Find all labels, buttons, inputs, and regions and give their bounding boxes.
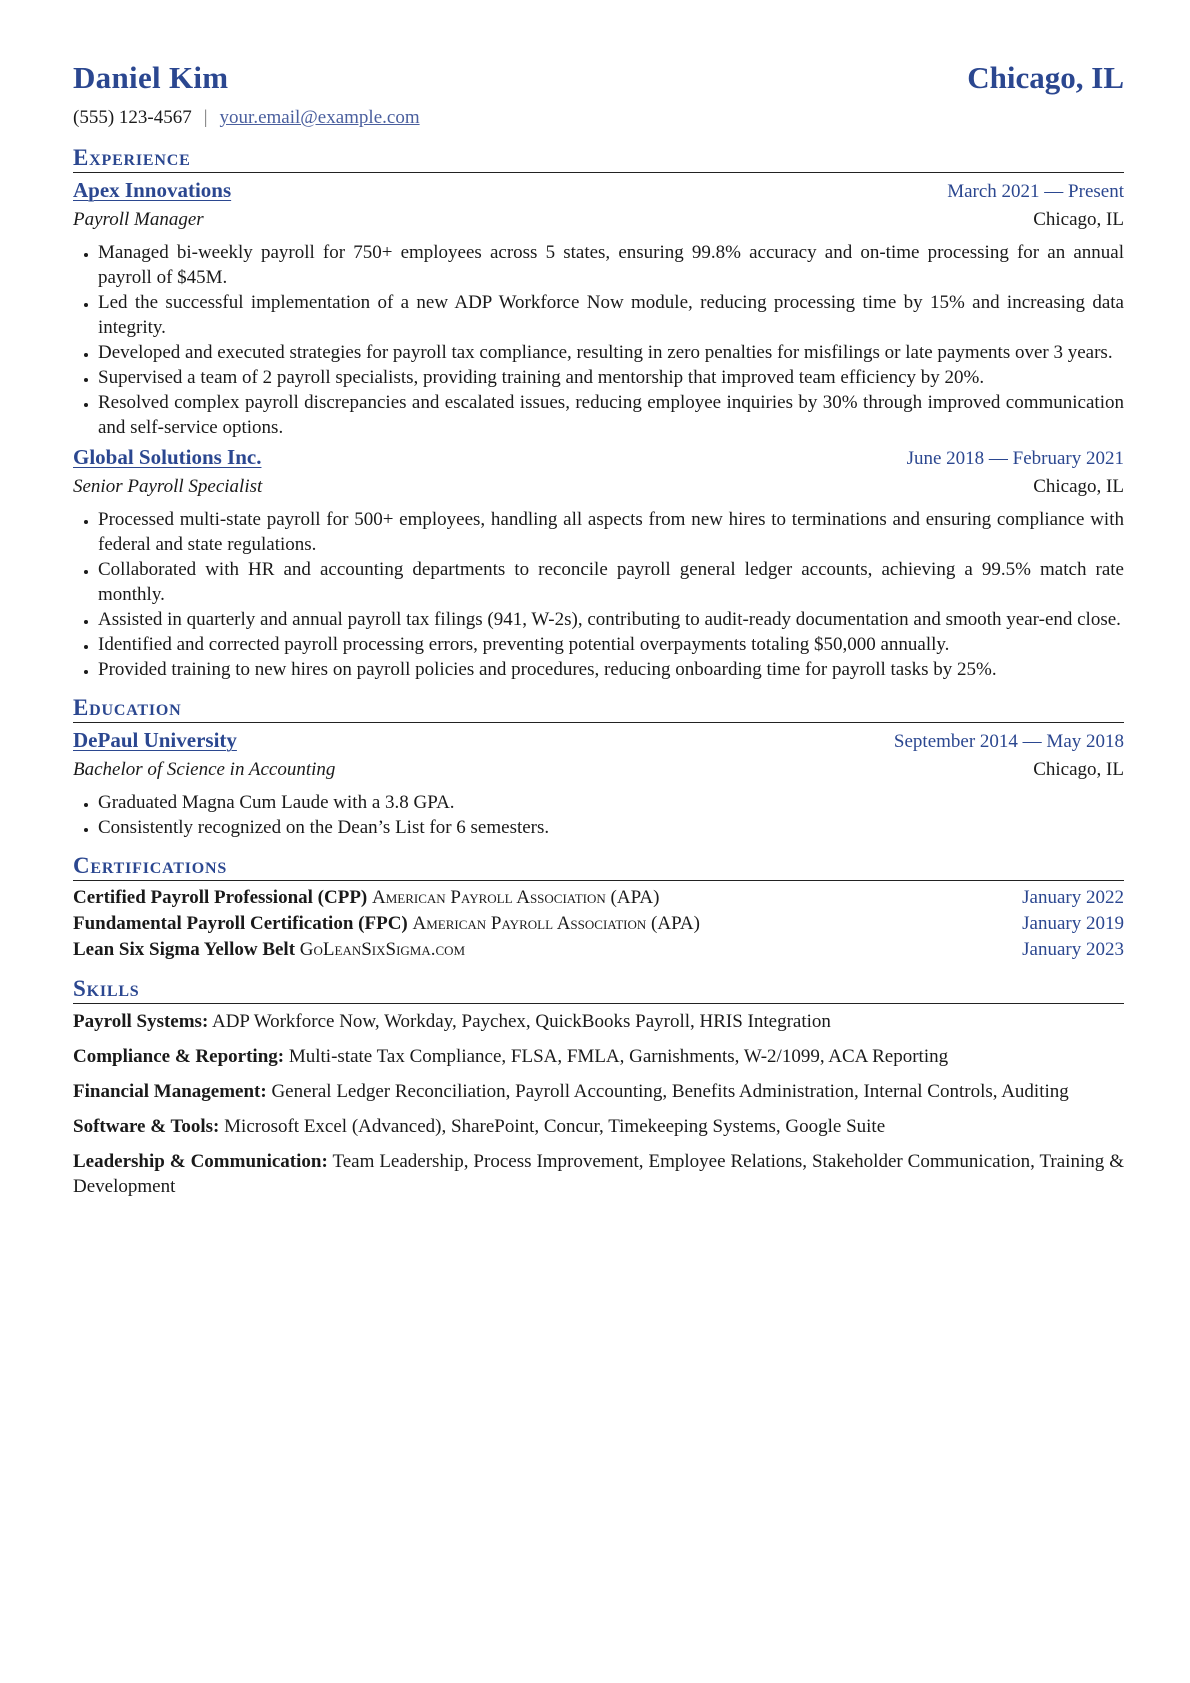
contact-separator: | bbox=[203, 107, 208, 128]
skill-category: Software & Tools: bbox=[73, 1116, 220, 1137]
bullet-item: • Developed and executed strategies for payroll tax compliance, resulting in zero penalties for misfilings or late payments over 3 years. bbox=[98, 340, 1124, 365]
candidate-name: Daniel Kim bbox=[73, 60, 229, 95]
skill-values: Team Leadership, Process Improvement, Employee Relations, Stakeholder Communication, Training & Development bbox=[73, 1151, 1124, 1197]
education-entry bbox=[73, 726, 1124, 840]
skill-row bbox=[73, 1079, 1124, 1104]
bullet-list bbox=[73, 790, 1124, 840]
job-title: Senior Payroll Specialist bbox=[73, 476, 263, 497]
certification-row bbox=[73, 885, 1124, 911]
company-link[interactable]: Global Solutions Inc. bbox=[73, 445, 262, 469]
bullet-item: • Processed multi-state payroll for 500+ employees, handling all aspects from new hires to terminations and ensuring compliance with federal and state regulations. bbox=[98, 507, 1124, 557]
employment-dates: March 2021 — Present bbox=[947, 181, 1124, 202]
skill-row bbox=[73, 1044, 1124, 1069]
company-link[interactable]: Apex Innovations bbox=[73, 178, 232, 202]
certification-date: January 2023 bbox=[1022, 939, 1124, 960]
section-title-experience: Experience bbox=[73, 144, 1124, 173]
contact-line bbox=[73, 104, 1124, 132]
certification-row bbox=[73, 911, 1124, 937]
certification-name: Fundamental Payroll Certification (FPC) bbox=[73, 913, 408, 934]
certifications-list bbox=[73, 885, 1124, 963]
section-title-skills: Skills bbox=[73, 975, 1124, 1004]
degree: Bachelor of Science in Accounting bbox=[73, 759, 336, 780]
bullet-item: • Collaborated with HR and accounting departments to reconcile payroll general ledger accounts, achieving a 99.5% match rate monthly. bbox=[98, 557, 1124, 607]
skills-list bbox=[73, 1009, 1124, 1199]
skill-category: Compliance & Reporting: bbox=[73, 1046, 285, 1067]
bullet-item: • Supervised a team of 2 payroll specialists, providing training and mentorship that improved team efficiency by 20%. bbox=[98, 365, 1124, 390]
certification-row bbox=[73, 937, 1124, 963]
skill-values: ADP Workforce Now, Workday, Paychex, QuickBooks Payroll, HRIS Integration bbox=[211, 1011, 831, 1032]
bullet-item: • Assisted in quarterly and annual payroll tax filings (941, W-2s), contributing to audit-ready documentation and smooth year-end close. bbox=[98, 607, 1124, 632]
education-dates: September 2014 — May 2018 bbox=[893, 731, 1124, 752]
job-location: Chicago, IL bbox=[1033, 209, 1124, 230]
bullet-item: • Resolved complex payroll discrepancies and escalated issues, reducing employee inquiries by 30% through improved communication and self-service options. bbox=[98, 390, 1124, 440]
phone-number: (555) 123-4567 bbox=[73, 107, 192, 128]
bullet-list bbox=[73, 507, 1124, 682]
certification-date: January 2022 bbox=[1022, 887, 1124, 908]
certification-issuer: GoLeanSixSigma.com bbox=[299, 939, 466, 960]
certification-date: January 2019 bbox=[1022, 913, 1124, 934]
bullet-list bbox=[73, 240, 1124, 440]
skill-category: Financial Management: bbox=[73, 1081, 267, 1102]
skill-category: Leadership & Communication: bbox=[73, 1151, 328, 1172]
skill-row bbox=[73, 1114, 1124, 1139]
certification-name: Lean Six Sigma Yellow Belt bbox=[73, 939, 296, 960]
school-link[interactable]: DePaul University bbox=[73, 728, 237, 752]
experience-entry bbox=[73, 176, 1124, 440]
bullet-item: • Consistently recognized on the Dean’s List for 6 semesters. bbox=[98, 815, 1124, 840]
skill-values: Microsoft Excel (Advanced), SharePoint, Concur, Timekeeping Systems, Google Suite bbox=[224, 1116, 886, 1137]
bullet-item: • Provided training to new hires on payroll policies and procedures, reducing onboarding time for payroll tasks by 25%. bbox=[98, 657, 1124, 682]
school-location: Chicago, IL bbox=[1033, 759, 1124, 780]
skill-row bbox=[73, 1149, 1124, 1199]
bullet-item: • Managed bi-weekly payroll for 750+ employees across 5 states, ensuring 99.8% accuracy and on-time processing for an annual payroll of $45M. bbox=[98, 240, 1124, 290]
experience-entry bbox=[73, 443, 1124, 682]
certification-issuer: American Payroll Association (APA) bbox=[412, 913, 700, 934]
bullet-item: • Graduated Magna Cum Laude with a 3.8 GPA. bbox=[98, 790, 1124, 815]
candidate-location: Chicago, IL bbox=[967, 60, 1124, 95]
skill-category: Payroll Systems: bbox=[73, 1011, 209, 1032]
resume-header bbox=[73, 60, 1124, 104]
skill-row bbox=[73, 1009, 1124, 1034]
job-title: Payroll Manager bbox=[73, 209, 204, 230]
employment-dates: June 2018 — February 2021 bbox=[906, 448, 1124, 469]
certification-name: Certified Payroll Professional (CPP) bbox=[73, 887, 368, 908]
resume-page bbox=[73, 60, 1124, 1199]
section-title-education: Education bbox=[73, 694, 1124, 723]
section-title-certifications: Certifications bbox=[73, 852, 1124, 881]
certification-issuer: American Payroll Association (APA) bbox=[372, 887, 660, 908]
email-link[interactable]: your.email@example.com bbox=[219, 107, 420, 128]
bullet-item: • Led the successful implementation of a new ADP Workforce Now module, reducing processing time by 15% and increasing data integrity. bbox=[98, 290, 1124, 340]
skill-values: Multi-state Tax Compliance, FLSA, FMLA, Garnishments, W-2/1099, ACA Reporting bbox=[288, 1046, 949, 1067]
bullet-item: • Identified and corrected payroll processing errors, preventing potential overpayments totaling $50,000 annually. bbox=[98, 632, 1124, 657]
job-location: Chicago, IL bbox=[1033, 476, 1124, 497]
skill-values: General Ledger Reconciliation, Payroll Accounting, Benefits Administration, Internal Controls, Auditing bbox=[271, 1081, 1069, 1102]
